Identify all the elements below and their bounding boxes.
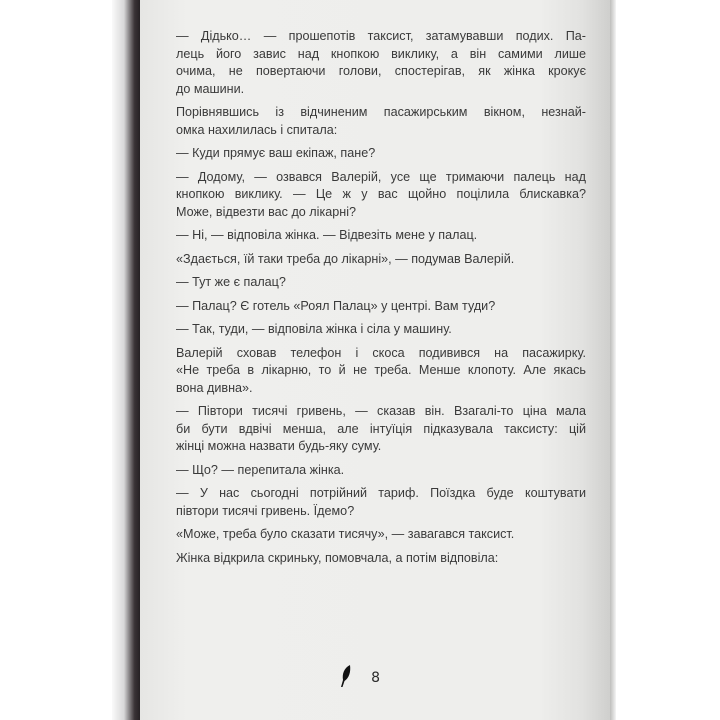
text-line: би бути вдвічі менша, але інтуїція підказувала таксисту: цій [176, 421, 586, 436]
paragraph [176, 550, 586, 568]
paragraph [176, 169, 586, 222]
text-line: «Може, треба було сказати тисячу», — завагався таксист. [176, 527, 515, 541]
text-line: — Дідько… — прошепотів таксист, затамувавши подих. Па- [176, 29, 586, 43]
text-line: до машини. [176, 81, 245, 96]
page-body-text [176, 28, 586, 573]
text-line: — Палац? Є готель «Роял Палац» у центрі. Вам туди? [176, 298, 496, 313]
text-line: Може, відвезти вас до лікарні? [176, 204, 357, 219]
text-line: жінці можна назвати будь-яку суму. [176, 439, 382, 453]
text-line: — Півтори тисячі гривень, — сказав він. Взагалі-то ціна мала [176, 404, 586, 418]
paragraph [176, 403, 586, 456]
text-line: — Ні, — відповіла жінка. — Відвезіть мене у палац. [176, 228, 478, 242]
paragraph [176, 104, 586, 139]
text-line: лець його завис над кнопкою виклику, а він самими лише [176, 46, 586, 61]
text-line: — Що? — перепитала жінка. [176, 462, 345, 477]
paragraph [176, 462, 586, 480]
text-line: очима, не повертаючи голови, спостерігав, як жінка крокує [176, 64, 586, 78]
page-edge [610, 0, 616, 720]
text-line: Порівнявшись із відчиненим пасажирським вікном, незнай- [176, 105, 586, 119]
paragraph [176, 345, 586, 398]
paragraph [176, 321, 586, 339]
page-number: 8 [371, 670, 380, 686]
text-line: — У нас сьогодні потрійний тариф. Поїздка буде коштувати [176, 486, 586, 500]
paragraph [176, 526, 586, 544]
text-line: Валерій сховав телефон і скоса подивився на пасажирку. [176, 345, 586, 360]
text-line: «Не треба в лікарню, то й не треба. Менше клопоту. Але якась [176, 363, 586, 377]
text-line: півтори тисячі гривень. Їдемо? [176, 503, 355, 518]
text-line: — Додому, — озвався Валерій, усе ще тримаючи палець над [176, 169, 586, 184]
text-line: кнопкою виклику. — Це ж у вас щойно поцілила блискавка? [176, 187, 586, 201]
paragraph [176, 28, 586, 98]
text-line: вона дивна». [176, 380, 253, 395]
book-spine-shadow [112, 0, 142, 720]
paragraph [176, 145, 586, 163]
text-line: — Куди прямує ваш екіпаж, пане? [176, 146, 376, 160]
paragraph [176, 251, 586, 269]
paragraph [176, 298, 586, 316]
text-line: — Тут же є палац? [176, 275, 286, 289]
paragraph [176, 274, 586, 292]
feather-icon [340, 664, 352, 692]
page-footer [0, 664, 720, 690]
text-line: Жінка відкрила скриньку, помовчала, а потім відповіла: [176, 550, 499, 565]
text-line: «Здається, їй таки треба до лікарні», — подумав Валерій. [176, 251, 515, 266]
paragraph [176, 485, 586, 520]
text-line: — Так, туди, — відповіла жінка і сіла у машину. [176, 322, 452, 336]
text-line: омка нахилилась і спитала: [176, 122, 338, 137]
paragraph [176, 227, 586, 245]
